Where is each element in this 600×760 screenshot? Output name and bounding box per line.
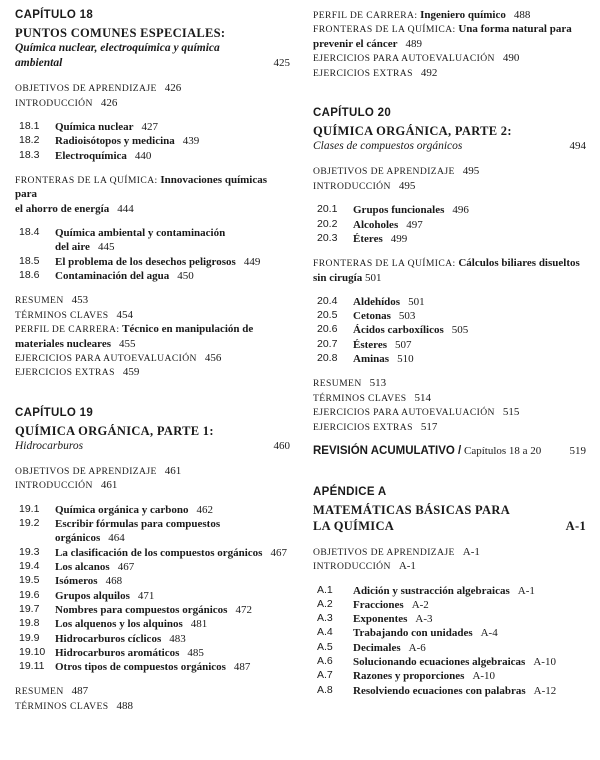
subtitle-line: ambiental [15,57,63,70]
section-title: Nombres para compuestos orgánicos [55,603,228,616]
entry-page: 426 [100,96,118,109]
section-page: 467 [117,561,135,574]
section-number: 20.1 [317,203,338,216]
section-number: A.6 [317,655,333,668]
frontier-label: FRONTERAS DE LA QUÍMICA: [15,174,158,186]
section-number: 20.2 [317,217,338,230]
entry-label: EJERCICIOS PARA AUTOEVALUACIÓN [15,352,197,364]
summary-entry [15,684,290,698]
section-title: Decimales [353,641,401,654]
chapter-page: 460 [273,439,290,452]
chapter-subtitle [15,56,290,71]
intro-entry [15,96,290,110]
section-entry [15,134,290,148]
intro-entry [313,559,586,573]
section-page: 481 [190,618,208,631]
section-page: A-6 [408,641,426,654]
frontier-page: 501 [364,271,382,284]
entry-page: 492 [420,66,438,79]
frontier-entry-cont [313,271,586,285]
entry-label: INTRODUCCIÓN [15,97,93,109]
section-page: 450 [177,269,194,282]
section-page: A-1 [517,584,535,597]
section-page: A-2 [411,598,429,611]
career-entry [313,8,586,22]
cumulative-review-entry [313,444,586,459]
subtitle-line: Química nuclear, electroquímica y química [15,42,220,55]
appendix-page: A-1 [565,519,586,534]
extra-exercises-entry [313,420,586,434]
section-title: Hidrocarburos cíclicos [55,632,162,645]
section-page: A-3 [415,613,433,626]
review-chapters: Capítulos 18 a 20 [463,445,542,458]
section-number: 19.7 [19,602,40,615]
section-title: Isómeros [55,575,98,588]
frontier-label: FRONTERAS DE LA QUÍMICA: [313,24,456,36]
section-number: 20.5 [317,309,338,322]
entry-label: INTRODUCCIÓN [15,480,93,492]
section-entry [313,626,586,640]
section-number: A.8 [317,683,333,696]
section-entry [15,546,290,560]
entry-label: EJERCICIOS EXTRAS [15,367,115,379]
section-title: Cetonas [353,310,391,323]
section-number: 20.4 [317,294,338,307]
section-page: 439 [182,135,200,148]
section-title: Exponentes [353,613,408,626]
section-title: Radioisótopos y medicina [55,135,175,148]
frontier-entry [313,22,586,36]
extra-exercises-entry [313,66,586,80]
entry-page: 461 [100,479,118,492]
section-number: 19.5 [19,574,40,587]
section-title: Contaminación del agua [55,269,170,282]
section-entry [313,218,586,232]
section-entry-cont [15,240,290,254]
frontier-entry [313,256,586,270]
section-entry [15,120,290,134]
section-title: Solucionando ecuaciones algebraicas [353,656,526,669]
section-number: 19.8 [19,617,40,630]
objectives-entry [313,545,586,559]
entry-label: RESUMEN [15,295,64,307]
section-entry [313,584,586,598]
section-title: Resolviendo ecuaciones con palabras [353,684,526,697]
appendix-title: MATEMÁTICAS BÁSICAS PARA [313,503,511,518]
intro-entry [313,179,586,193]
section-page: 499 [390,232,408,245]
chapter-label: CAPÍTULO 20 [313,107,392,120]
objectives-entry [15,81,290,95]
section-title: Los alcanos [55,561,110,574]
entry-page: 459 [122,366,140,379]
entry-label: TÉRMINOS CLAVES [15,309,109,321]
frontier-title: Cálculos biliares disueltos [458,257,580,270]
career-label: PERFIL DE CARRERA: [313,10,418,21]
section-number: A.5 [317,640,333,653]
section-title: Otros tipos de compuestos orgánicos [55,661,226,674]
entry-page: 454 [116,308,134,321]
section-title: del aire [55,241,90,254]
intro-entry [15,478,290,492]
extra-exercises-entry [15,365,290,379]
section-number: 18.4 [19,225,40,238]
career-entry-cont [15,337,290,351]
section-title: Hidrocarburos aromáticos [55,646,180,659]
subtitle-line: Hidrocarburos [15,439,84,452]
chapter-title: QUÍMICA ORGÁNICA, PARTE 1: [15,423,214,438]
section-page: 440 [134,149,152,162]
entry-page: 453 [71,294,89,307]
terms-entry [15,308,290,322]
appendix-title-cont [313,518,586,534]
section-title: Razones y proporciones [353,670,465,683]
chapter-title: PUNTOS COMUNES ESPECIALES: [15,25,226,40]
chapter-subtitle [313,139,586,154]
section-entry [313,232,586,246]
section-number: 18.5 [19,254,40,267]
frontier-page: 444 [117,202,134,215]
section-number: 19.4 [19,560,40,573]
chapter-title: QUÍMICA ORGÁNICA, PARTE 2: [313,124,512,139]
entry-label: OBJETIVOS DE APRENDIZAJE [313,166,455,178]
section-number: 18.2 [19,134,40,147]
section-number: 20.3 [317,231,338,244]
entry-label: EJERCICIOS PARA AUTOEVALUACIÓN [313,53,495,65]
chapter-20 [313,106,586,434]
summary-entry [313,376,586,390]
section-title: Química nuclear [55,121,134,133]
section-number: 19.10 [19,645,46,658]
section-entry [313,352,586,366]
section-entry-cont [15,531,290,545]
section-entry [313,203,586,217]
section-title: Fracciones [353,598,404,611]
section-entry [15,255,290,269]
section-title: Trabajando con unidades [353,627,473,640]
entry-page: 513 [369,377,387,390]
section-page: A-10 [533,656,556,669]
chapter-subtitle [15,41,290,56]
section-page: A-4 [480,627,498,640]
frontier-title: prevenir el cáncer [313,37,398,50]
entry-page: 514 [414,391,432,404]
section-title: orgánicos [55,532,101,545]
appendix-title-line: LA QUÍMICA [313,519,395,534]
section-number: 18.1 [19,120,40,132]
career-title: Ingeniero químico [420,9,506,21]
entry-page: A-1 [462,545,480,558]
entry-label: EJERCICIOS EXTRAS [313,67,413,79]
section-entry [313,323,586,337]
frontier-title: Innovaciones químicas para [15,173,268,201]
section-page: 471 [137,589,155,602]
entry-page: 495 [398,179,416,192]
section-title: Electroquímica [55,149,127,162]
self-eval-entry [313,51,586,65]
chapter-19 [15,406,290,714]
section-entry [15,517,290,531]
section-page: 427 [141,121,159,133]
section-title: Química ambiental y contaminación [55,226,226,239]
frontier-page: 489 [405,37,423,50]
section-entry [15,149,290,163]
right-column [313,8,586,698]
section-title: Alcoholes [353,218,399,231]
career-page: 488 [513,9,531,21]
section-entry [313,612,586,626]
section-page: 501 [408,295,425,308]
section-entry [15,603,290,617]
chapter-18 [15,8,290,380]
entry-page: 456 [204,351,222,364]
section-number: 18.3 [19,148,40,161]
section-title: Los alquenos y los alquinos [55,618,183,631]
section-title: Escribir fórmulas para compuestos [55,518,221,531]
section-page: A-10 [472,670,496,683]
section-entry [313,684,586,698]
objectives-entry [15,464,290,478]
appendix-label: APÉNDICE A [313,486,387,499]
objectives-entry [313,164,586,178]
section-number: 20.6 [317,323,338,336]
summary-entry [15,293,290,307]
section-page: 483 [169,632,186,645]
section-page: A-12 [533,684,557,697]
section-entry [313,338,586,352]
section-entry [15,226,290,240]
entry-page: 461 [164,464,182,477]
career-label: PERFIL DE CARRERA: [15,324,120,336]
section-number: A.2 [317,597,333,610]
entry-label: OBJETIVOS DE APRENDIZAJE [313,546,455,558]
section-entry [313,598,586,612]
section-number: 19.6 [19,588,40,601]
career-title: Técnico en manipulación de [122,323,254,336]
section-title: Ésteres [353,338,388,351]
section-page: 462 [196,503,214,516]
section-number: 20.7 [317,337,338,350]
section-entry [15,269,290,283]
section-entry [313,641,586,655]
frontier-title: el ahorro de energía [15,202,110,215]
entry-label: OBJETIVOS DE APRENDIZAJE [15,465,157,477]
section-number: 19.3 [19,545,40,558]
frontier-entry-cont [15,202,290,216]
entry-label: RESUMEN [313,378,362,390]
section-page: 485 [187,646,204,659]
section-page: 449 [243,255,261,268]
section-entry [15,503,290,517]
entry-page: 495 [462,165,480,178]
section-entry [15,617,290,631]
section-page: 503 [398,310,416,323]
section-page: 472 [235,603,252,616]
section-entry [313,655,586,669]
section-page: 487 [233,661,251,674]
career-page: 455 [119,337,136,350]
self-eval-entry [313,405,586,419]
section-number: A.7 [317,669,333,682]
left-column [15,8,290,713]
section-title: Grupos alquilos [55,589,130,602]
review-label: REVISIÓN ACUMULATIVO / [313,445,462,458]
section-number: 19.1 [19,502,40,515]
entry-label: TÉRMINOS CLAVES [313,392,407,404]
entry-label: RESUMEN [15,686,64,698]
entry-page: A-1 [398,560,416,573]
terms-entry [15,699,290,713]
chapter-subtitle [15,439,290,454]
entry-page: 488 [116,699,134,712]
section-page: 464 [108,532,125,545]
section-page: 496 [452,204,469,217]
section-page: 468 [105,575,123,588]
entry-label: INTRODUCCIÓN [313,561,391,573]
chapter-label: CAPÍTULO 19 [15,406,94,419]
entry-page: 490 [502,52,520,65]
section-page: 467 [270,546,287,559]
section-entry [313,669,586,683]
section-entry [15,560,290,574]
entry-label: INTRODUCCIÓN [313,180,391,192]
section-number: 19.11 [19,660,45,673]
section-entry [15,632,290,646]
terms-entry [313,391,586,405]
section-number: 20.8 [317,352,338,365]
section-page: 510 [397,353,414,366]
appendix-a [313,485,586,698]
subtitle-line: Clases de compuestos orgánicos [313,140,463,153]
section-number: A.4 [317,626,333,639]
section-entry [15,574,290,588]
frontier-label: FRONTERAS DE LA QUÍMICA: [313,258,456,270]
section-title: El problema de los desechos peligrosos [55,255,236,268]
section-entry [15,589,290,603]
section-number: A.3 [317,612,333,625]
entry-page: 487 [71,685,89,698]
section-page: 445 [97,241,115,254]
career-entry [15,322,290,336]
frontier-entry-cont [313,37,586,51]
review-page: 519 [569,445,586,458]
chapter-19-continued [313,8,586,80]
chapter-page: 494 [569,140,586,153]
section-title: Éteres [353,232,383,245]
frontier-entry [15,173,290,202]
entry-label: OBJETIVOS DE APRENDIZAJE [15,83,157,95]
entry-label: EJERCICIOS EXTRAS [313,421,413,433]
section-entry [313,309,586,323]
self-eval-entry [15,351,290,365]
frontier-title: Una forma natural para [458,23,572,36]
section-number: A.1 [317,583,333,596]
chapter-label: CAPÍTULO 18 [15,9,94,21]
entry-label: TÉRMINOS CLAVES [15,700,109,712]
section-entry [313,295,586,309]
section-title: Aminas [353,353,390,366]
section-title: Grupos funcionales [353,204,445,217]
career-title: materiales nucleares [15,337,112,350]
entry-page: 426 [164,82,182,95]
entry-page: 517 [420,420,438,433]
section-title: Ácidos carboxílicos [353,324,444,337]
section-number: 18.6 [19,268,40,281]
section-entry [15,646,290,660]
entry-page: 515 [502,406,520,419]
section-page: 505 [451,324,469,337]
section-page: 507 [395,338,412,351]
section-title: La clasificación de los compuestos orgánicos [55,546,263,559]
section-number: 19.9 [19,631,40,644]
section-title: Adición y sustracción algebraicas [353,584,510,597]
section-page: 497 [406,218,423,231]
entry-label: EJERCICIOS PARA AUTOEVALUACIÓN [313,407,495,419]
section-entry [15,660,290,674]
section-number: 19.2 [19,517,40,530]
section-title: Química orgánica y carbono [55,503,189,516]
frontier-title: sin cirugía [313,271,363,284]
section-title: Aldehídos [353,295,401,308]
chapter-page: 425 [273,57,290,70]
